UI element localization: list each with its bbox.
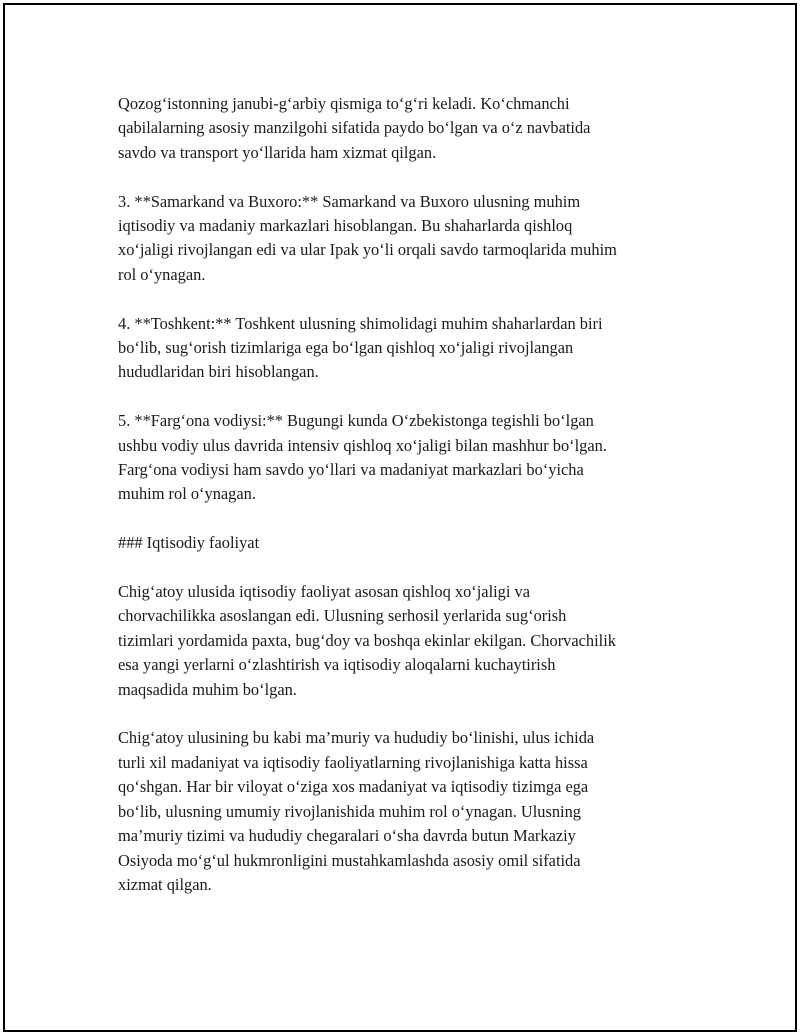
text-line: hududlaridan biri hisoblangan. (118, 362, 319, 382)
text-line: xo‘jaligi rivojlangan edi va ular Ipak yo‘li orqali savdo tarmoqlarida muhim (118, 240, 617, 260)
text-line: qo‘shgan. Har bir viloyat o‘ziga xos madaniyat va iqtisodiy tizimga ega (118, 777, 589, 797)
text-line: qabilalarning asosiy manzilgohi sifatida paydo bo‘lgan va o‘z navbatida (118, 118, 591, 138)
text-line: ushbu vodiy ulus davrida intensiv qishloq xo‘jaligi bilan mashhur bo‘lgan. (118, 435, 607, 455)
text-line: Qozog‘istonning janubi-g‘arbiy qismiga to‘g‘ri keladi. Ko‘chmanchi (118, 94, 570, 113)
text-line: ### Iqtisodiy faoliyat (118, 533, 260, 553)
paragraph (118, 726, 688, 897)
text-line: chorvachilikka asoslangan edi. Ulusning serhosil yerlarida sug‘orish (118, 606, 567, 626)
paragraph (118, 531, 688, 555)
paragraph (118, 92, 688, 165)
text-line: muhim rol o‘ynagan. (118, 484, 256, 504)
text-line: bo‘lib, sug‘orish tizimlariga ega bo‘lgan qishloq xo‘jaligi rivojlangan (118, 338, 574, 358)
text-line: iqtisodiy va madaniy markazlari hisoblangan. Bu shaharlarda qishloq (118, 216, 573, 236)
paragraph (118, 312, 688, 385)
document-body (118, 92, 688, 922)
text-line: 4. **Toshkent:** Toshkent ulusning shimolidagi muhim shaharlardan biri (118, 313, 603, 333)
text-line: Chig‘atoy ulusida iqtisodiy faoliyat asosan qishloq xo‘jaligi va (118, 582, 530, 602)
text-line: rol o‘ynagan. (118, 264, 206, 284)
text-line: xizmat qilgan. (118, 874, 212, 894)
text-line: maqsadida muhim bo‘lgan. (118, 679, 297, 699)
text-line: Chig‘atoy ulusining bu kabi ma’muriy va hududiy bo‘linishi, ulus ichida (118, 728, 595, 748)
paragraph (118, 190, 688, 288)
text-line: savdo va transport yo‘llarida ham xizmat qilgan. (118, 142, 437, 162)
paragraph (118, 580, 688, 702)
text-line: esa yangi yerlarni o‘zlashtirish va iqtisodiy aloqalarni kuchaytirish (118, 655, 556, 675)
text-line: ma’muriy tizimi va hududiy chegaralari o‘sha davrda butun Markaziy (118, 826, 576, 846)
text-line: Osiyoda mo‘g‘ul hukmronligini mustahkamlashda asosiy omil sifatida (118, 850, 581, 870)
text-line: tizimlari yordamida paxta, bug‘doy va boshqa ekinlar ekilgan. Chorvachilik (118, 630, 616, 650)
text-line: Farg‘ona vodiysi ham savdo yo‘llari va madaniyat markazlari bo‘yicha (118, 460, 584, 480)
text-line: bo‘lib, ulusning umumiy rivojlanishida muhim rol o‘ynagan. Ulusning (118, 801, 582, 821)
text-line: 5. **Farg‘ona vodiysi:** Bugungi kunda O‘zbekistonga tegishli bo‘lgan (118, 411, 594, 431)
text-line: 3. **Samarkand va Buxoro:** Samarkand va Buxoro ulusning muhim (118, 191, 581, 211)
text-line: turli xil madaniyat va iqtisodiy faoliyatlarning rivojlanishiga katta hissa (118, 752, 588, 772)
paragraph (118, 409, 688, 507)
